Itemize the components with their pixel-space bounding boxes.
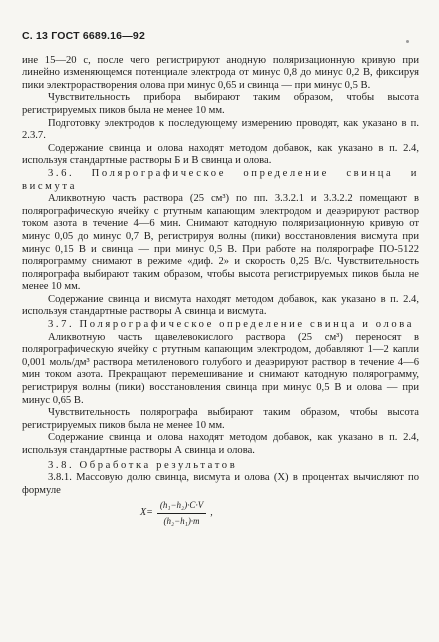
paragraph-sensitivity-2: Чувствительность полярографа выбирают таким образом, чтобы высота регистрируемых пиков была не менее 10 мм.: [22, 407, 419, 431]
page-header: С. 13 ГОСТ 6689.16—92: [22, 30, 145, 42]
section-heading-3-7: 3.7. Полярографическое определение свинца и олова: [48, 319, 415, 331]
paragraph-aliquot-3-7: Аликвотную часть щавелевокислого раствора (25 см³) переносят в полярографическую ячейку с ртутным капающим электродом, добавляют 1—2 капли 0,001 моль/дм³ раствора метиленового голубого и деаэрируют раствор в течение 4—6 мин током азота. Прекращают перемешивание и снимают катодную полярограмму, регистрируя волны (пики) восстановления свинца при минус 0,5 В и олова — при минус 0,65 В.: [22, 331, 419, 406]
paragraph-electrode-prep: Подготовку электродов к последующему измерению проводят, как указано в п. 2.3.7.: [22, 117, 419, 142]
paragraph-3-8-1: 3.8.1. Массовую долю свинца, висмута и олова (X) в процентах вычисляют по формуле: [22, 472, 419, 496]
section-heading-3-8: 3.8. Обработка результатов: [48, 459, 238, 471]
paragraph-content-lead-bismuth: Содержание свинца и висмута находят методом добавок, как указано в п. 2.4, используя стандартные растворы А свинца и висмута.: [22, 293, 419, 318]
paragraph-sensitivity-1: Чувствительность прибора выбирают таким образом, чтобы высота регистрируемых пиков была не менее 10 мм.: [22, 92, 419, 116]
paragraph-aliquot-3-6: Аликвотную часть раствора (25 см³) по пп. 3.3.2.1 и 3.3.2.2 помещают в полярографическую ячейку с ртутным капающим электродом и деаэрируют раствор током азота в течение 4—6 мин. Снимают катодную поляризационную кривую от минус 0,05 до минус 0,7 В, регистрируя волны (пики) восстановления висмута при минус 0,15 В и свинца — при минус 0,5 В. При работе на полярографе ПО-5122 полярограмму снимают в режиме «диф. 2» и скорость 0,25 В/с. Чувствительность полярографа выбирают таким образом, чтобы высота регистрируемых пиков была не менее 10 мм.: [22, 193, 419, 293]
scan-dot-mark: [406, 40, 409, 43]
formula-fraction: [157, 499, 206, 527]
mass-fraction-formula: [140, 499, 419, 527]
paragraph-content-lead-tin-2: Содержание свинца и олова находят методом добавок, как указано в п. 2.4, используя стандартные растворы А свинца и олова.: [22, 432, 419, 456]
paragraph-continuation: ине 15—20 с, после чего регистрируют анодную поляризационную кривую при линейно изменяющемся потенциале электрода от минус 0,8 до минус 0,2 В, фиксируя пики электрорастворения олова при минус 0,65 и свинца — при минус 0,5 В.: [22, 54, 419, 91]
formula-numerator: (h₁−h₂)·C·V: [157, 499, 206, 514]
formula-lhs: X=: [140, 507, 153, 519]
section-heading-3-6: 3.6. Полярографическое определение свинца и висмута: [22, 167, 419, 192]
paragraph-content-lead-tin-1: Содержание свинца и олова находят методом добавок, как указано в п. 2.4, используя стандартные растворы Б и В свинца и олова.: [22, 142, 419, 167]
formula-denominator: (h₂−h₁)·m: [163, 515, 200, 526]
formula-tail: ,: [210, 507, 213, 519]
